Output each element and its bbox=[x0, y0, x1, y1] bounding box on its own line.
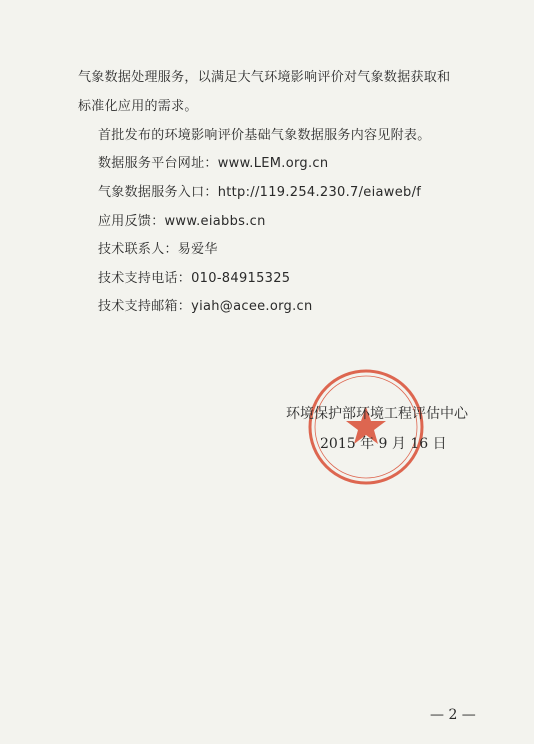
data-entry-url: 气象数据服务入口：http://119.254.230.7/eiaweb/f bbox=[98, 185, 422, 200]
body-line-2: 标准化应用的需求。 bbox=[78, 99, 198, 114]
platform-url: 数据服务平台网址：www.LEM.org.cn bbox=[98, 156, 329, 171]
contact-person: 技术联系人：易爱华 bbox=[98, 242, 218, 257]
body-line-3: 首批发布的环境影响评价基础气象数据服务内容见附表。 bbox=[98, 128, 431, 143]
support-email: 技术支持邮箱：yiah@acee.org.cn bbox=[98, 299, 313, 314]
body-line-1: 气象数据处理服务，以满足大气环境影响评价对气象数据获取和 bbox=[78, 70, 451, 85]
feedback-url: 应用反馈：www.eiabbs.cn bbox=[98, 214, 266, 229]
issue-date: 2015 年 9 月 16 日 bbox=[320, 436, 447, 452]
support-phone: 技术支持电话：010-84915325 bbox=[98, 271, 291, 286]
issuing-organization: 环境保护部环境工程评估中心 bbox=[286, 406, 468, 422]
page-number: — 2 — bbox=[430, 707, 476, 723]
official-seal bbox=[306, 367, 426, 487]
